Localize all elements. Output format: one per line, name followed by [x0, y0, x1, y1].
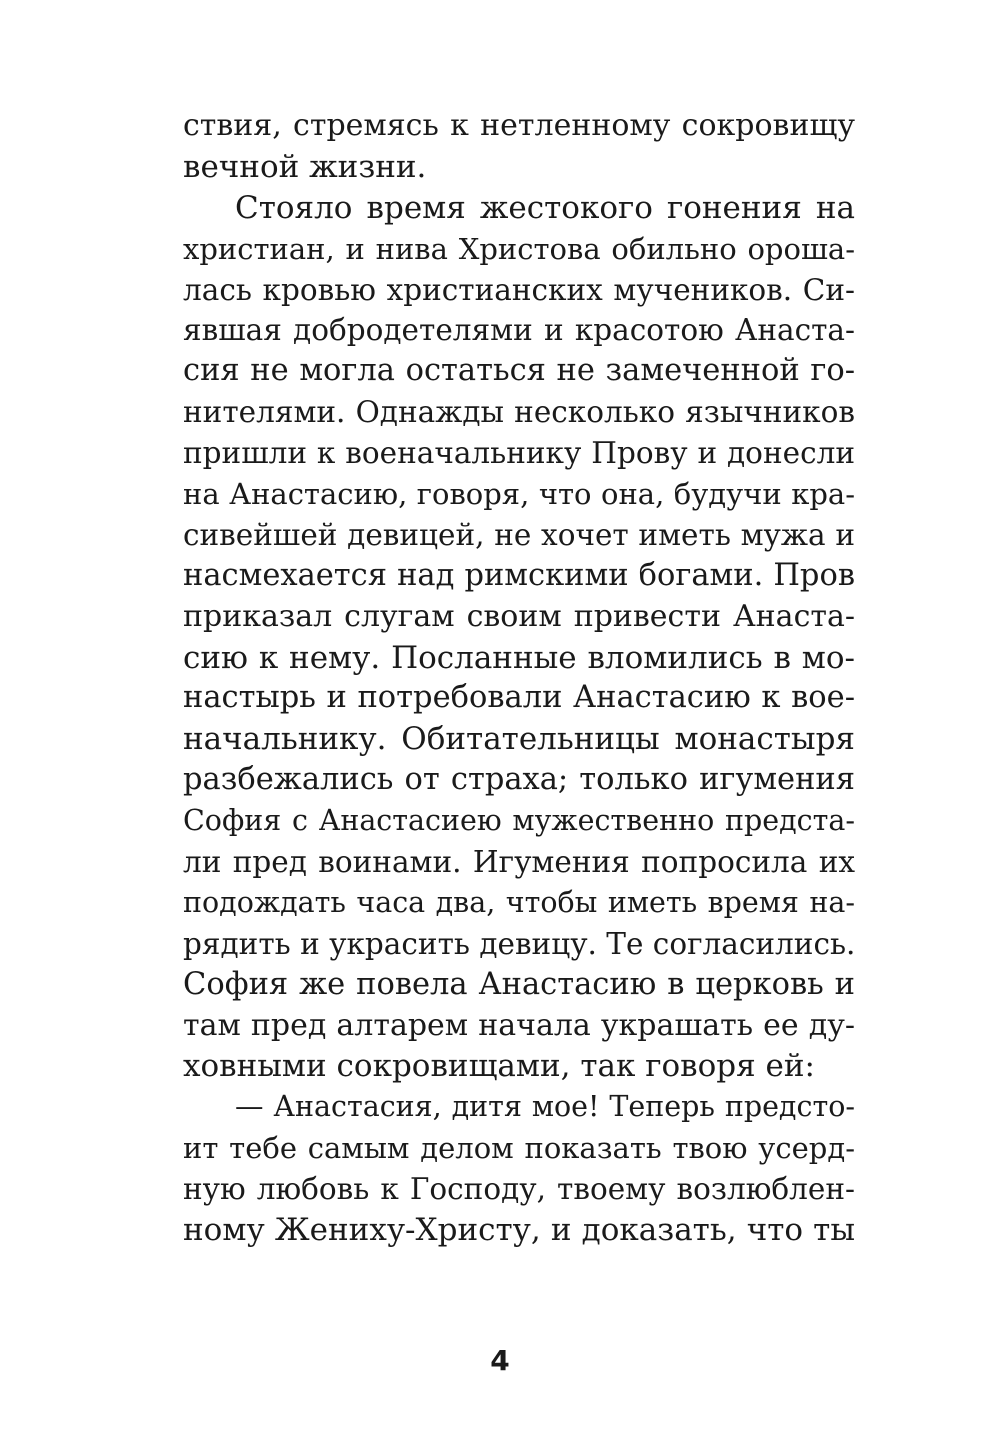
text-line: пришли к военачальнику Прову и донесли — [183, 436, 855, 471]
text-line: ховными сокровищами, так говоря ей: — [183, 1048, 815, 1085]
text-line: рядить и украсить девицу. Те согласились. — [183, 926, 855, 961]
text-line: сия не могла остаться не замеченной го- — [183, 353, 855, 389]
text-line: насмехается над римскими богами. Пров — [183, 557, 855, 593]
text-line: сию к нему. Посланные вломились в мо- — [183, 639, 855, 676]
text-line: явшая добродетелями и красотою Анаста- — [183, 313, 855, 348]
text-line: сивейшей девицей, не хочет иметь мужа и — [183, 517, 855, 552]
text-line: начальнику. Обитательницы монастыря — [183, 721, 855, 758]
text-line: ит тебе самым делом показать твою усерд- — [183, 1131, 855, 1166]
text-line: ли пред воинами. Игумения попросила их — [183, 845, 855, 880]
text-line: София с Анастасиею мужественно предста- — [183, 804, 855, 838]
text-line: ную любовь к Господу, твоему возлюблен- — [183, 1172, 855, 1207]
text-line: София же повела Анастасию в церковь и — [183, 966, 855, 1002]
body-text — [183, 106, 855, 1251]
text-line: разбежались от страха; только игумения — [183, 762, 855, 798]
text-line: приказал слугам своим привести Анаста- — [183, 598, 855, 634]
text-line: — Анастасия, дитя мое! Теперь предсто- — [235, 1090, 855, 1124]
text-line: вечной жизни. — [183, 148, 427, 185]
text-line: там пред алтарем начала украшать ее ду- — [183, 1007, 855, 1043]
text-line: христиан, и нива Христова обильно ороша- — [183, 231, 855, 266]
text-line: настырь и потребовали Анастасию к вое- — [183, 680, 855, 716]
text-line: Стояло время жестокого гонения на — [235, 189, 855, 226]
text-line: нителями. Однажды несколько язычников — [183, 395, 855, 430]
text-line: подождать часа два, чтобы иметь время на- — [183, 885, 855, 919]
page-number: 4 — [490, 1344, 510, 1377]
text-line: ствия, стремясь к нетленному сокровищу — [183, 108, 855, 143]
text-line: лась кровью христианских мучеников. Си- — [183, 272, 855, 307]
text-line: на Анастасию, говоря, что она, будучи кра- — [183, 477, 855, 512]
text-line: ному Жениху-Христу, и доказать, что ты — [183, 1212, 855, 1249]
